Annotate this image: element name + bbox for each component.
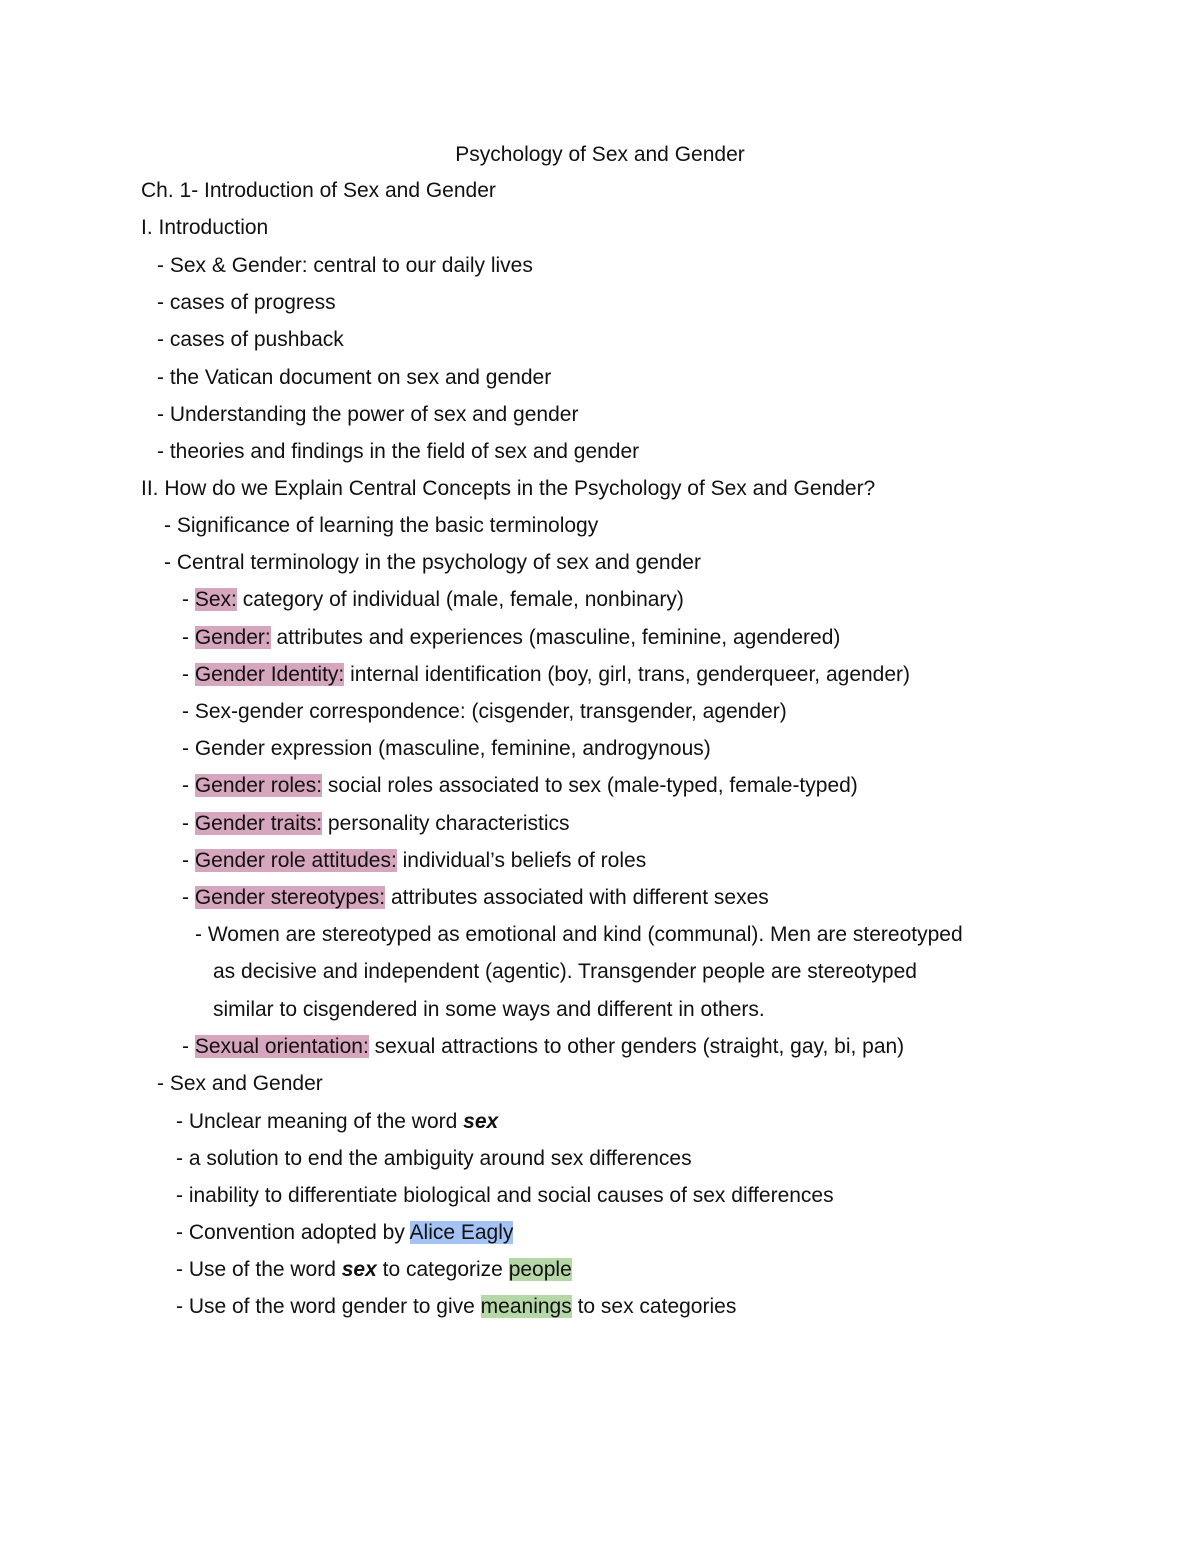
bullet-dash: - [182,849,195,872]
term-definition: personality characteristics [322,812,570,835]
item-text: - Use of the word gender to give [176,1295,481,1318]
central-terminology-item: - Central terminology in the psychology of sex and gender [164,551,701,574]
emphasized-word: sex [463,1110,499,1133]
term-definition: internal identification (boy, girl, trans, genderqueer, agender) [344,663,911,686]
name-highlight: Alice Eagly [409,1221,514,1244]
term-label-highlight: Sexual orientation: [194,1035,369,1058]
item-text: - Use of the word [176,1258,342,1281]
use-sex-item [176,1256,572,1284]
term-definition: category of individual (male, female, nonbinary) [236,588,684,611]
intro-item: - cases of progress [157,291,336,314]
use-gender-item [176,1293,736,1321]
term-gender-role-attitudes [182,847,646,875]
term-label-highlight: Sex: [194,588,237,611]
item-text: - Unclear meaning of the word [176,1110,464,1133]
item-text: to categorize [376,1258,509,1281]
intro-item: - the Vatican document on sex and gender [157,366,552,389]
term-sexual-orientation [182,1033,904,1061]
term-gender-traits [182,810,570,838]
term-gender-stereotypes [182,884,769,912]
emphasized-word: sex [341,1258,377,1281]
term-definition: sexual attractions to other genders (straight, gay, bi, pan) [368,1035,905,1058]
inability-item: - inability to differentiate biological and social causes of sex differences [176,1184,834,1207]
section-heading-introduction: I. Introduction [141,216,269,239]
term-gender-expression: - Gender expression (masculine, feminine, androgynous) [182,737,711,760]
bullet-dash: - [182,1035,195,1058]
document-title: Psychology of Sex and Gender [455,143,745,166]
item-text: - Convention adopted by [176,1221,410,1244]
solution-item: - a solution to end the ambiguity around sex differences [176,1147,692,1170]
stereotype-note-line: as decisive and independent (agentic). Transgender people are stereotyped [213,960,917,983]
intro-item: - theories and findings in the field of sex and gender [157,440,640,463]
term-definition: attributes associated with different sexes [385,886,769,909]
convention-item [176,1219,513,1247]
term-label-highlight: Gender Identity: [194,663,345,686]
bullet-dash: - [182,812,195,835]
intro-item: - Understanding the power of sex and gender [157,403,579,426]
term-definition: social roles associated to sex (male-typed, female-typed) [322,774,858,797]
term-label-highlight: Gender role attitudes: [194,849,397,872]
chapter-heading: Ch. 1- Introduction of Sex and Gender [141,179,496,202]
bullet-dash: - [182,626,195,649]
bullet-dash: - [182,886,195,909]
term-gender-roles [182,772,858,800]
term-label-highlight: Gender traits: [194,812,323,835]
term-sex [182,586,684,614]
term-label-highlight: Gender: [194,626,271,649]
term-label-highlight: Gender stereotypes: [194,886,386,909]
term-definition: attributes and experiences (masculine, feminine, agendered) [270,626,841,649]
stereotype-note-line: - Women are stereotyped as emotional and kind (communal). Men are stereotyped [195,923,963,946]
word-highlight: people [508,1258,572,1281]
sex-and-gender-heading: - Sex and Gender [157,1072,323,1095]
intro-item: - cases of pushback [157,328,344,351]
bullet-dash: - [182,588,195,611]
section-heading-central-concepts: II. How do we Explain Central Concepts in the Psychology of Sex and Gender? [141,477,876,500]
term-sex-gender-correspondence: - Sex-gender correspondence: (cisgender, transgender, agender) [182,700,787,723]
bullet-dash: - [182,663,195,686]
stereotype-note-line: similar to cisgendered in some ways and different in others. [213,998,765,1021]
item-text: to sex categories [571,1295,737,1318]
term-gender-identity [182,661,910,689]
term-gender [182,624,840,652]
word-highlight: meanings [480,1295,572,1318]
term-label-highlight: Gender roles: [194,774,323,797]
intro-item: - Sex & Gender: central to our daily lives [157,254,533,277]
significance-item: - Significance of learning the basic terminology [164,514,599,537]
unclear-meaning-item [176,1108,498,1136]
term-definition: individual’s beliefs of roles [396,849,647,872]
bullet-dash: - [182,774,195,797]
